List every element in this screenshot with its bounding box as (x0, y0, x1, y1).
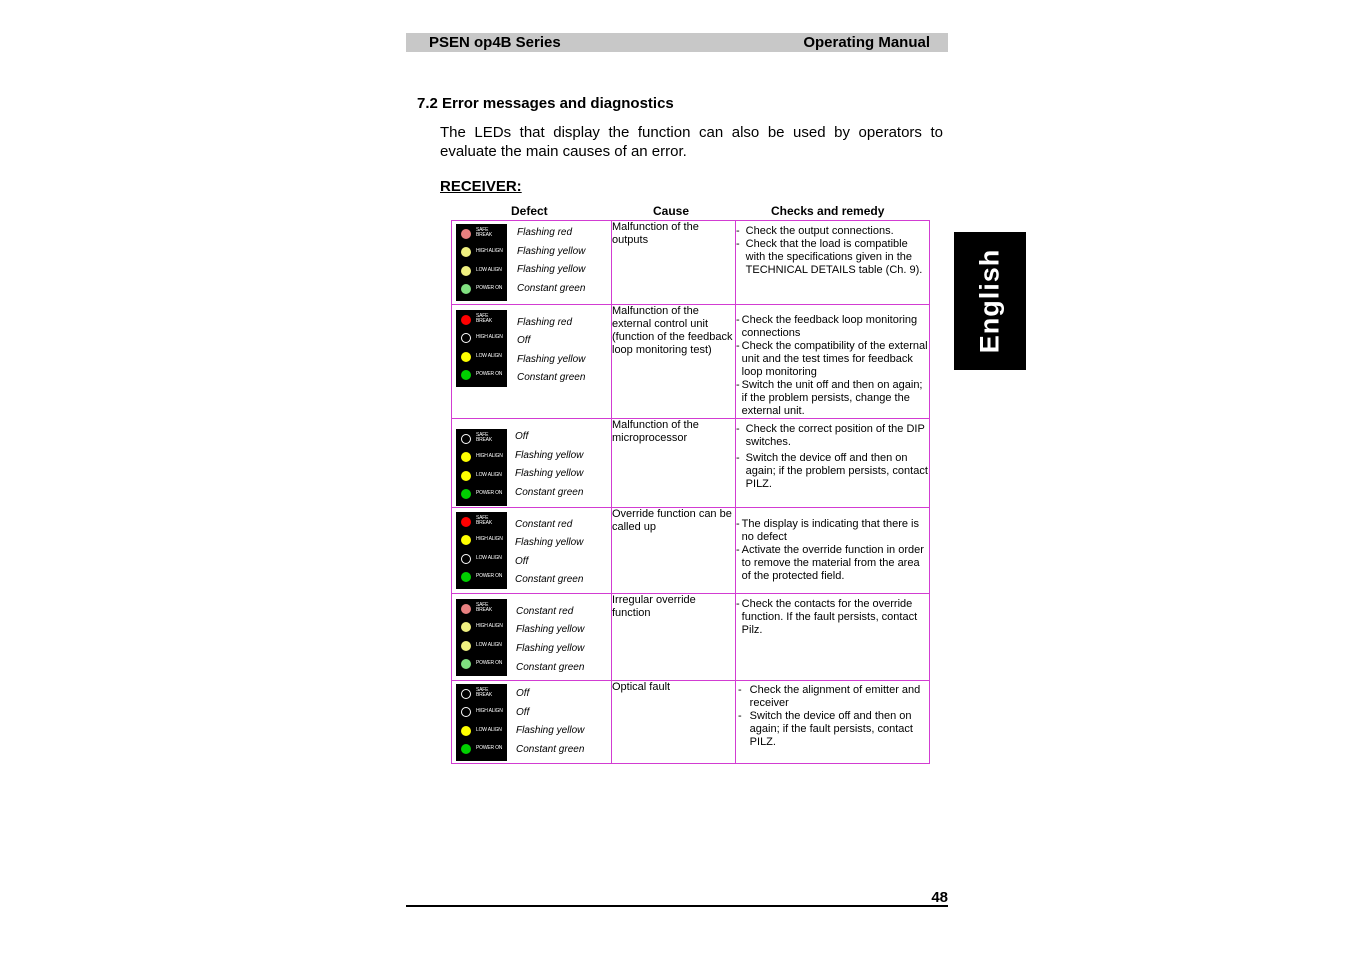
led-state-text: Constant green (517, 372, 586, 383)
cause-cell: Optical fault (612, 681, 736, 764)
remedy-text: Check that the load is compatible with the specifications given in the TECHNICAL DETAILS table (Ch. 9). (745, 238, 923, 276)
led-indicator-icon (461, 370, 471, 380)
led-state-text: Constant green (516, 662, 585, 673)
column-header-cause: Cause (653, 204, 690, 218)
remedy-text: Check the feedback loop monitoring connections (741, 314, 918, 339)
defect-cell (452, 681, 612, 764)
table-row (452, 221, 930, 305)
bullet-dash: - (738, 684, 742, 696)
led-state-text: Constant red (515, 519, 573, 530)
led-indicator-icon (461, 744, 471, 754)
remedy-item (736, 379, 929, 418)
led-indicator-icon (461, 229, 471, 239)
page-number: 48 (931, 889, 948, 906)
cause-cell: Malfunction of the microprocessor (612, 419, 736, 508)
led-panel (456, 310, 507, 387)
led-state-text: Off (515, 556, 529, 567)
led-label: LOW ALIGN (476, 267, 502, 273)
led-panel (456, 599, 507, 676)
led-state-text: Flashing yellow (517, 246, 586, 257)
led-state-text: Constant red (516, 606, 574, 617)
led-label: LOW ALIGN (476, 472, 502, 478)
remedy-text: Check the correct position of the DIP switches. (745, 423, 925, 448)
bullet-dash: - (736, 518, 740, 530)
remedy-text: Check the compatibility of the external unit and the test times for feedback loop monitoring (741, 340, 928, 378)
led-label: LOW ALIGN (476, 642, 502, 648)
led-label: HIGH ALIGN (476, 248, 503, 254)
led-indicator-icon (461, 535, 471, 545)
remedy-item (736, 225, 929, 238)
led-indicator-icon (461, 434, 471, 444)
led-panel (456, 429, 507, 506)
remedy-text: Switch the unit off and then on again; if the problem persists, change the external unit. (741, 379, 923, 417)
header-series: PSEN op4B Series (429, 34, 561, 51)
led-panel (456, 512, 507, 589)
led-indicator-icon (461, 247, 471, 257)
defect-cell (452, 305, 612, 419)
led-indicator-icon (461, 689, 471, 699)
led-indicator-icon (461, 333, 471, 343)
led-indicator-icon (461, 622, 471, 632)
table-row (452, 508, 930, 594)
led-label: LOW ALIGN (476, 727, 502, 733)
defect-cell (452, 508, 612, 594)
led-panel (456, 684, 507, 761)
led-state-text: Constant green (517, 283, 586, 294)
intro-paragraph: The LEDs that display the function can also be used by operators to evaluate the main causes of an error. (440, 124, 943, 160)
column-header-remedy: Checks and remedy (771, 204, 885, 218)
remedy-item (736, 598, 929, 637)
led-indicator-icon (461, 452, 471, 462)
led-label: POWER ON (476, 285, 503, 291)
led-label: POWER ON (476, 573, 503, 579)
led-state-text: Constant green (515, 574, 584, 585)
remedy-text: The display is indicating that there is no defect (741, 518, 919, 543)
led-label: HIGH ALIGN (476, 453, 503, 459)
language-tab (954, 232, 1026, 370)
bullet-dash: - (736, 238, 740, 250)
led-state-text: Flashing yellow (517, 264, 586, 275)
bullet-dash: - (736, 423, 740, 435)
receiver-heading: RECEIVER: (440, 178, 522, 195)
table-row (452, 681, 930, 764)
led-label: SAFE BREAK (476, 602, 492, 613)
defect-cell (452, 221, 612, 305)
remedy-item (736, 340, 929, 379)
bullet-dash: - (736, 340, 740, 352)
bullet-dash: - (738, 710, 742, 722)
led-state-text: Off (515, 431, 529, 442)
led-indicator-icon (461, 471, 471, 481)
led-indicator-icon (461, 517, 471, 527)
led-indicator-icon (461, 315, 471, 325)
remedy-text: Activate the override function in order to remove the material from the area of the protected field. (741, 544, 924, 582)
remedy-item (736, 238, 929, 277)
led-indicator-icon (461, 489, 471, 499)
remedy-item (736, 544, 929, 583)
led-indicator-icon (461, 707, 471, 717)
led-label: POWER ON (476, 371, 503, 377)
remedy-item (736, 452, 929, 491)
led-state-text: Flashing yellow (515, 468, 584, 479)
cause-cell: Malfunction of the external control unit (function of the feedback loop monitoring test) (612, 305, 736, 419)
bullet-dash: - (736, 452, 740, 464)
table-row (452, 305, 930, 419)
remedy-item (736, 423, 929, 449)
remedy-cell (736, 508, 930, 594)
led-label: SAFE BREAK (476, 687, 492, 698)
led-label: SAFE BREAK (476, 227, 492, 238)
led-state-text: Flashing yellow (515, 450, 584, 461)
led-indicator-icon (461, 659, 471, 669)
led-indicator-icon (461, 352, 471, 362)
led-label: SAFE BREAK (476, 313, 492, 324)
footer-rule (406, 905, 948, 907)
led-label: LOW ALIGN (476, 353, 502, 359)
led-indicator-icon (461, 641, 471, 651)
diagnostics-table (451, 220, 930, 764)
remedy-text: Switch the device off and then on again; if the problem persists, contact PILZ. (745, 452, 928, 490)
remedy-item (736, 518, 929, 544)
running-header (406, 33, 948, 52)
cause-cell: Irregular override function (612, 594, 736, 681)
led-indicator-icon (461, 284, 471, 294)
led-label: POWER ON (476, 490, 503, 496)
led-state-text: Off (516, 688, 530, 699)
led-state-text: Constant green (515, 487, 584, 498)
led-state-text: Flashing red (517, 317, 573, 328)
led-indicator-icon (461, 554, 471, 564)
remedy-cell (736, 221, 930, 305)
led-state-text: Off (516, 707, 530, 718)
led-indicator-icon (461, 572, 471, 582)
bullet-dash: - (736, 544, 740, 556)
remedy-text: Check the alignment of emitter and receiver (749, 684, 921, 709)
led-label: HIGH ALIGN (476, 623, 503, 629)
defect-cell (452, 419, 612, 508)
remedy-cell (736, 305, 930, 419)
bullet-dash: - (736, 598, 740, 610)
remedy-cell (736, 594, 930, 681)
led-state-text: Constant green (516, 744, 585, 755)
remedy-item (736, 314, 929, 340)
led-state-text: Flashing yellow (516, 725, 585, 736)
cause-cell: Malfunction of the outputs (612, 221, 736, 305)
remedy-cell (736, 419, 930, 508)
led-panel (456, 224, 507, 301)
led-label: LOW ALIGN (476, 555, 502, 561)
led-state-text: Off (517, 335, 531, 346)
remedy-text: Check the output connections. (745, 225, 894, 237)
led-indicator-icon (461, 266, 471, 276)
led-label: HIGH ALIGN (476, 334, 503, 340)
section-title: 7.2 Error messages and diagnostics (417, 95, 674, 112)
remedy-cell (736, 681, 930, 764)
bullet-dash: - (736, 314, 740, 326)
defect-cell (452, 594, 612, 681)
led-state-text: Flashing yellow (517, 354, 586, 365)
led-label: POWER ON (476, 660, 503, 666)
cause-cell: Override function can be called up (612, 508, 736, 594)
led-state-text: Flashing yellow (515, 537, 584, 548)
led-label: HIGH ALIGN (476, 536, 503, 542)
led-indicator-icon (461, 604, 471, 614)
remedy-item (736, 684, 929, 710)
table-row (452, 594, 930, 681)
led-state-text: Flashing yellow (516, 643, 585, 654)
table-row (452, 419, 930, 508)
led-state-text: Flashing yellow (516, 624, 585, 635)
led-label: SAFE BREAK (476, 432, 492, 443)
led-label: SAFE BREAK (476, 515, 492, 526)
remedy-text: Check the contacts for the override function. If the fault persists, contact Pilz. (741, 598, 918, 636)
bullet-dash: - (736, 225, 740, 237)
column-header-defect: Defect (511, 204, 548, 218)
remedy-item (736, 710, 929, 749)
remedy-text: Switch the device off and then on again; if the fault persists, contact PILZ. (749, 710, 913, 748)
header-manual: Operating Manual (803, 34, 930, 51)
led-state-text: Flashing red (517, 227, 573, 238)
bullet-dash: - (736, 379, 740, 391)
led-indicator-icon (461, 726, 471, 736)
language-tab-label: English (974, 248, 1005, 354)
led-label: POWER ON (476, 745, 503, 751)
led-label: HIGH ALIGN (476, 708, 503, 714)
